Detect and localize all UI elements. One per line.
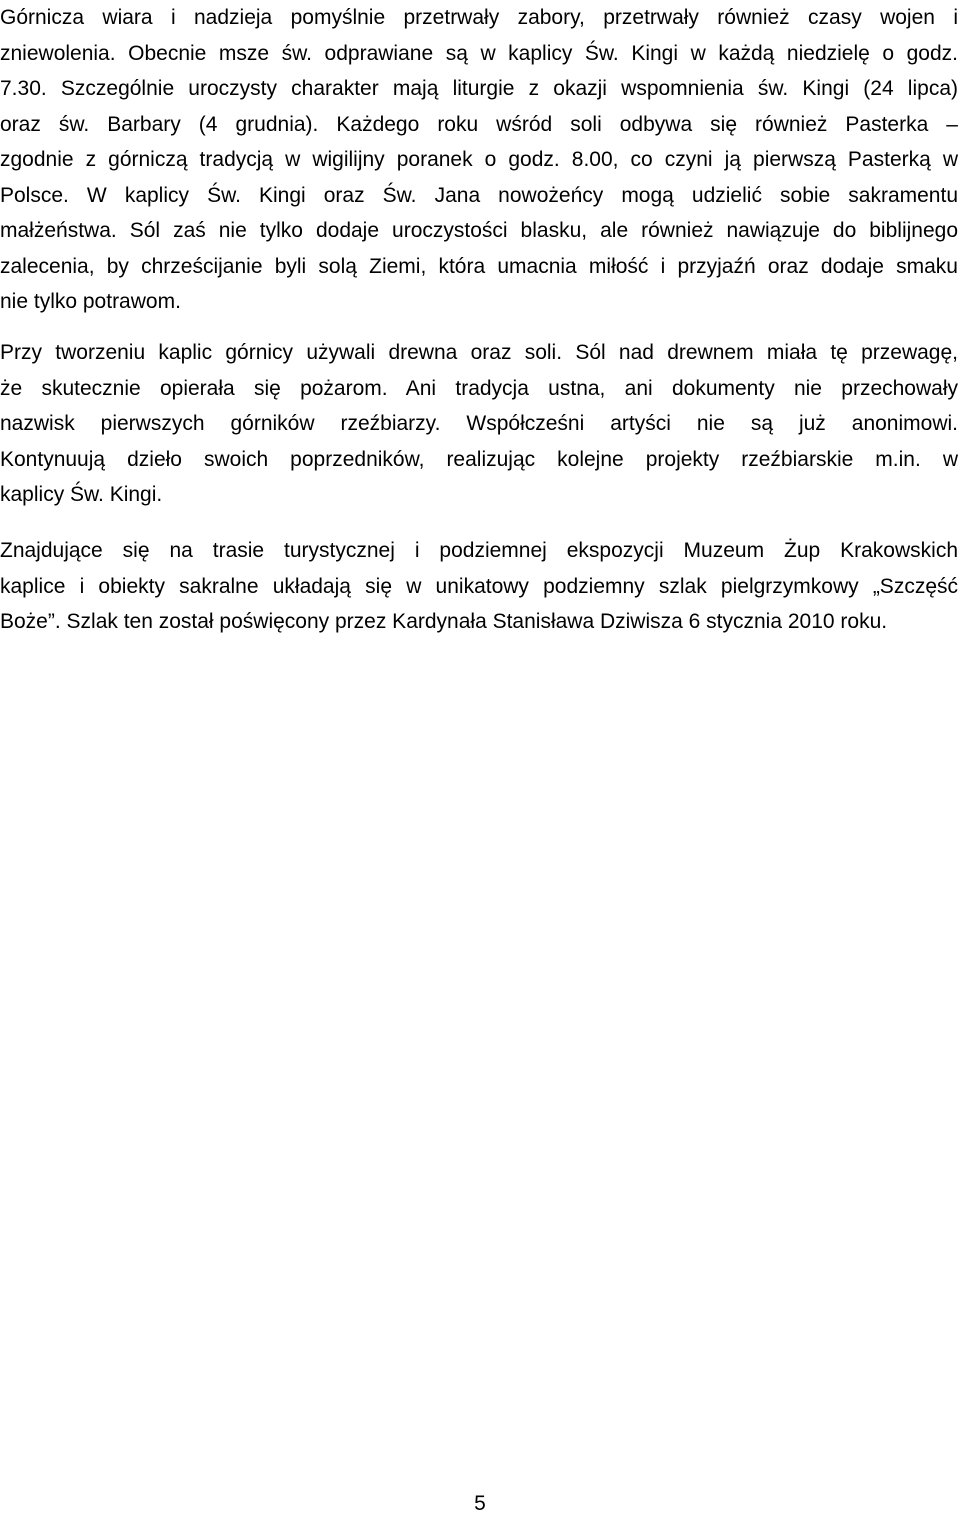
- paragraph-line: Polsce. W kaplicy Św. Kingi oraz Św. Jana nowożeńcy mogą udzielić sobie sakramentu: [0, 183, 958, 207]
- page-number: 5: [474, 1492, 486, 1515]
- paragraph-line: nie tylko potrawom.: [0, 290, 181, 313]
- paragraph-line: Znajdujące się na trasie turystycznej i podziemnej ekspozycji Muzeum Żup Krakowskich: [0, 539, 958, 562]
- paragraph-line: Przy tworzeniu kaplic górnicy używali drewna oraz soli. Sól nad drewnem miała tę przewagę,: [0, 341, 958, 364]
- paragraph-line: oraz św. Barbary (4 grudnia). Każdego roku wśród soli odbywa się również Pasterka –: [0, 112, 958, 136]
- paragraph-line: 7.30. Szczególnie uroczysty charakter mają liturgie z okazji wspomnienia św. Kingi (24 lipca): [0, 77, 958, 100]
- paragraph-line: małżeństwa. Sól zaś nie tylko dodaje uroczystości blasku, ale również nawiązuje do biblijnego: [0, 219, 958, 242]
- paragraph-line: Boże”. Szlak ten został poświęcony przez Kardynała Stanisława Dziwisza 6 stycznia 2010 roku.: [0, 610, 888, 633]
- paragraph-line: zalecenia, by chrześcijanie byli solą Ziemi, która umacnia miłość i przyjaźń oraz dodaje smaku: [0, 254, 958, 278]
- paragraph-line: kaplicy Św. Kingi.: [0, 483, 163, 506]
- paragraph-pilgrimage-route: [0, 533, 958, 640]
- paragraph-line: Kontynuują dzieło swoich poprzedników, realizując kolejne projekty rzeźbiarskie m.in. w: [0, 447, 958, 471]
- paragraph-mining-faith: [0, 0, 958, 320]
- paragraph-chapel-materials: [0, 335, 958, 513]
- paragraph-line: nazwisk pierwszych górników rzeźbiarzy. Współcześni artyści nie są już anonimowi.: [0, 412, 958, 435]
- paragraph-line: zgodnie z górniczą tradycją w wigilijny poranek o godz. 8.00, co czyni ją pierwszą Pasterką w: [0, 148, 958, 171]
- paragraph-line: kaplice i obiekty sakralne układają się w unikatowy podziemny szlak pielgrzymkowy „Szczęść: [0, 574, 958, 598]
- paragraph-line: zniewolenia. Obecnie msze św. odprawiane są w kaplicy Św. Kingi w każdą niedzielę o godz.: [0, 41, 958, 65]
- paragraph-line: Górnicza wiara i nadzieja pomyślnie przetrwały zabory, przetrwały również czasy wojen i: [0, 6, 958, 29]
- paragraph-line: że skutecznie opierała się pożarom. Ani tradycja ustna, ani dokumenty nie przechowały: [0, 376, 958, 400]
